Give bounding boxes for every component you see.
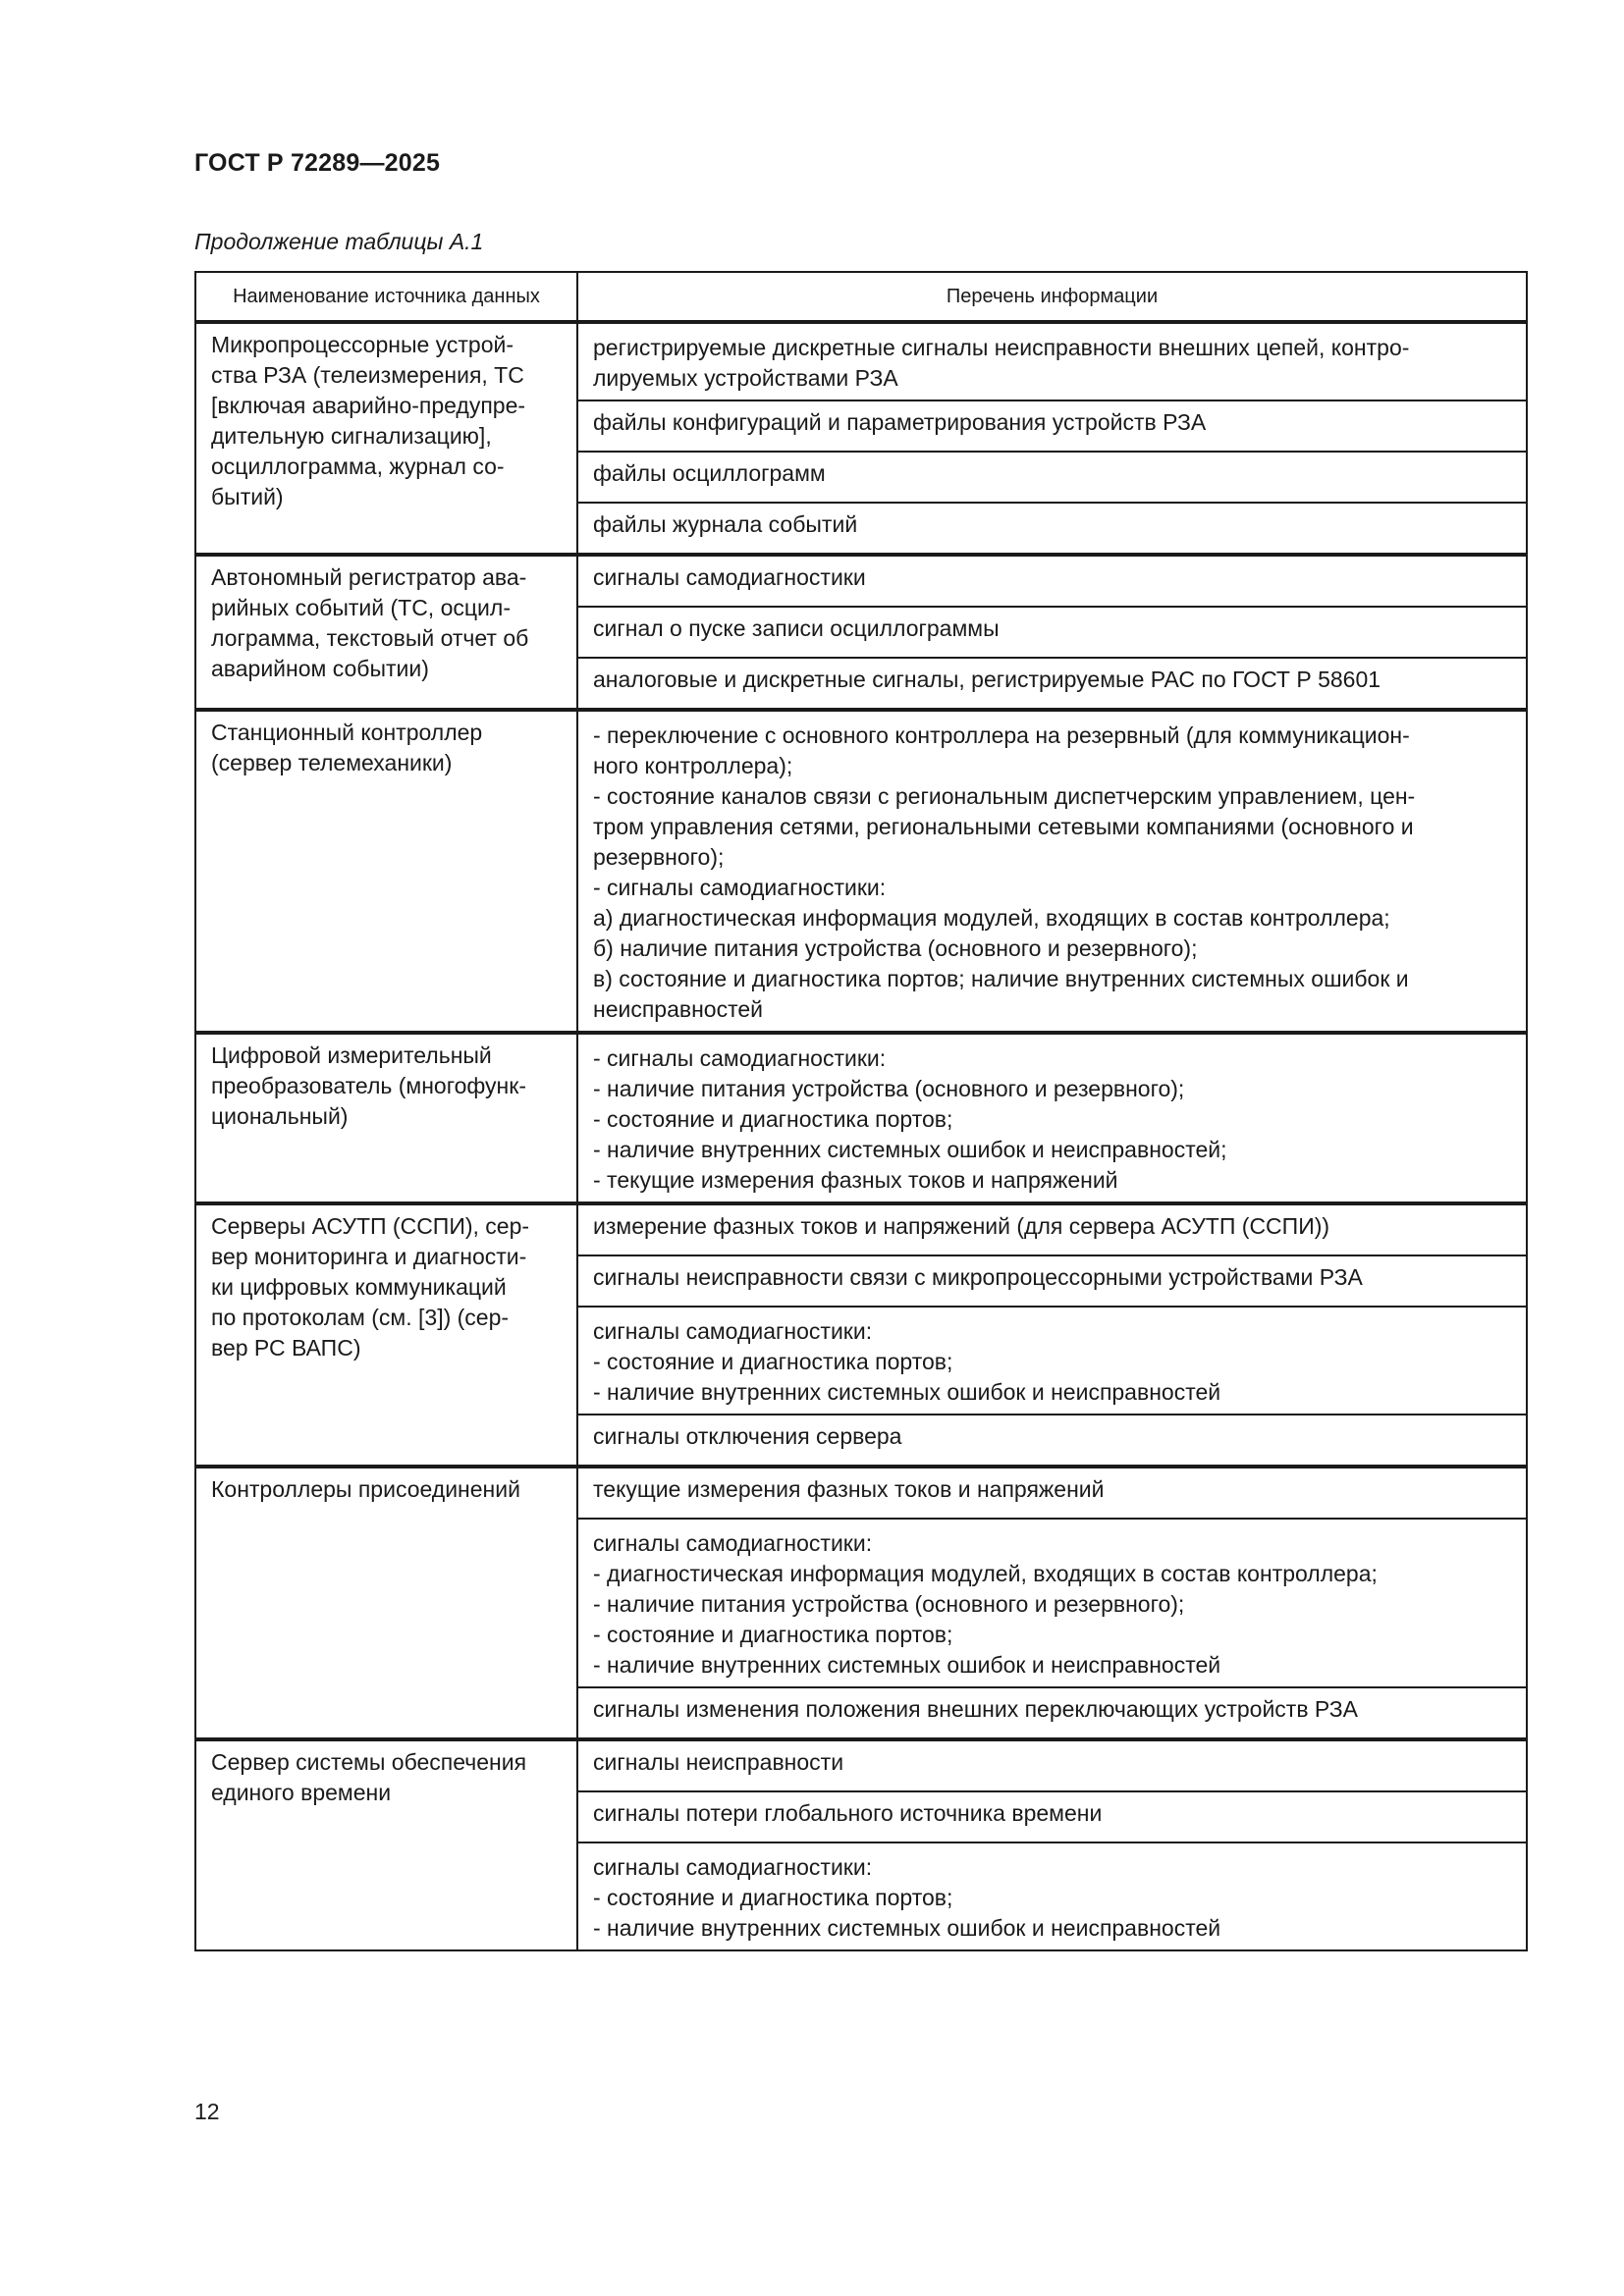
info-line: сигналы изменения положения внешних переключающих устройств РЗА [593,1696,1359,1722]
info-line: - состояние и диагностика портов; [593,1885,953,1910]
source-name-cell [195,710,577,1033]
info-line: регистрируемые дискретные сигналы неисправности внешних цепей, контро- [593,335,1410,360]
info-line: - наличие внутренних системных ошибок и неисправностей [593,1652,1221,1678]
info-cell [577,1467,1527,1519]
info-cell [577,1842,1527,1950]
info-line: сигналы потери глобального источника времени [593,1800,1103,1826]
table-row [195,322,1527,400]
info-line: - диагностическая информация модулей, входящих в состав контроллера; [593,1561,1378,1586]
info-line: - текущие измерения фазных токов и напряжений [593,1167,1118,1193]
info-line: - состояние каналов связи с региональным диспетчерским управлением, цен- [593,783,1416,809]
source-name-line: вер мониторинга и диагности- [211,1244,527,1269]
info-cell [577,1255,1527,1307]
info-line: - наличие внутренних системных ошибок и неисправностей; [593,1137,1227,1162]
info-line: неисправностей [593,996,764,1022]
table-body [195,322,1527,1950]
source-name-line: бытий) [211,484,284,509]
info-cell [577,1739,1527,1791]
source-name-line: Контроллеры присоединений [211,1476,520,1502]
info-line: файлы осциллограмм [593,460,826,486]
info-cell [577,555,1527,607]
info-line: - наличие питания устройства (основного и резервного); [593,1591,1185,1617]
data-table [194,271,1528,1951]
info-line: тром управления сетями, региональными сетевыми компаниями (основного и [593,814,1414,839]
source-name-line: рийных событий (ТС, осцил- [211,595,511,620]
info-line: сигналы отключения сервера [593,1423,902,1449]
info-cell [577,1033,1527,1203]
info-line: - наличие питания устройства (основного и резервного); [593,1076,1185,1101]
info-cell [577,322,1527,400]
source-name-line: Сервер системы обеспечения [211,1749,527,1775]
info-line: - состояние и диагностика портов; [593,1349,953,1374]
info-cell [577,1307,1527,1415]
source-name-line: вер РС ВАПС) [211,1335,361,1361]
info-line: - наличие внутренних системных ошибок и неисправностей [593,1379,1221,1405]
source-name-line: единого времени [211,1780,392,1805]
info-line: сигналы неисправности [593,1749,844,1775]
info-cell [577,452,1527,503]
info-line: лируемых устройствами РЗА [593,365,898,391]
source-name-line: по протоколам (см. [3]) (сер- [211,1305,510,1330]
info-line: а) диагностическая информация модулей, входящих в состав контроллера; [593,905,1390,931]
source-name-line: дительную сигнализацию], [211,423,492,449]
table-row [195,1203,1527,1255]
info-line: измерение фазных токов и напряжений (для сервера АСУТП (ССПИ)) [593,1213,1330,1239]
source-name-line: циональный) [211,1103,349,1129]
table-row [195,555,1527,607]
info-line: б) наличие питания устройства (основного и резервного); [593,935,1198,961]
source-name-cell [195,1467,577,1739]
page-number: 12 [194,2099,220,2124]
info-cell [577,400,1527,452]
source-name-cell [195,322,577,555]
info-cell [577,1415,1527,1467]
info-line: - состояние и диагностика портов; [593,1622,953,1647]
info-cell [577,1203,1527,1255]
info-line: - сигналы самодиагностики: [593,1045,887,1071]
source-name-line: Станционный контроллер [211,720,483,745]
source-name-cell [195,555,577,710]
source-name-line: [включая аварийно-предупре- [211,393,526,418]
source-name-line: Серверы АСУТП (ССПИ), сер- [211,1213,530,1239]
info-line: сигналы неисправности связи с микропроцессорными устройствами РЗА [593,1264,1363,1290]
source-name-line: Микропроцессорные устрой- [211,332,514,357]
source-name-cell [195,1203,577,1467]
table-row [195,1739,1527,1791]
info-cell [577,658,1527,710]
source-name-line: преобразователь (многофунк- [211,1073,526,1098]
column-header-source: Наименование источника данных [195,272,577,322]
table-caption: Продолжение таблицы А.1 [194,229,484,254]
source-name-cell [195,1739,577,1950]
info-cell [577,1791,1527,1842]
source-name-line: лограмма, текстовый отчет об [211,625,529,651]
info-line: сигналы самодиагностики: [593,1318,873,1344]
source-name-line: (сервер телемеханики) [211,750,453,775]
source-name-line: ки цифровых коммуникаций [211,1274,507,1300]
source-name-line: осциллограмма, журнал со- [211,454,505,479]
info-cell [577,607,1527,658]
table-row [195,710,1527,1033]
info-line: файлы конфигураций и параметрирования устройств РЗА [593,409,1207,435]
source-name-cell [195,1033,577,1203]
source-name-line: Автономный регистратор ава- [211,564,527,590]
info-line: в) состояние и диагностика портов; наличие внутренних системных ошибок и [593,966,1409,991]
source-name-line: ства РЗА (телеизмерения, ТС [211,362,524,388]
info-cell [577,1519,1527,1687]
table-header-row [195,272,1527,322]
info-cell [577,710,1527,1033]
info-line: файлы журнала событий [593,511,858,537]
document-code: ГОСТ Р 72289—2025 [194,149,441,177]
info-line: - сигналы самодиагностики: [593,875,887,900]
info-line: - переключение с основного контроллера на резервный (для коммуникацион- [593,722,1410,748]
info-line: аналоговые и дискретные сигналы, регистрируемые РАС по ГОСТ Р 58601 [593,667,1381,692]
table-row [195,1033,1527,1203]
info-line: резервного); [593,844,725,870]
info-cell [577,1687,1527,1739]
info-line: текущие измерения фазных токов и напряжений [593,1476,1105,1502]
table-row [195,1467,1527,1519]
info-line: сигнал о пуске записи осциллограммы [593,615,1000,641]
column-header-info: Перечень информации [577,272,1527,322]
info-line: - наличие внутренних системных ошибок и неисправностей [593,1915,1221,1941]
info-cell [577,503,1527,555]
source-name-line: Цифровой измерительный [211,1042,492,1068]
info-line: сигналы самодиагностики [593,564,866,590]
info-line: ного контроллера); [593,753,793,778]
source-name-line: аварийном событии) [211,656,429,681]
info-line: сигналы самодиагностики: [593,1530,873,1556]
info-line: - состояние и диагностика портов; [593,1106,953,1132]
info-line: сигналы самодиагностики: [593,1854,873,1880]
